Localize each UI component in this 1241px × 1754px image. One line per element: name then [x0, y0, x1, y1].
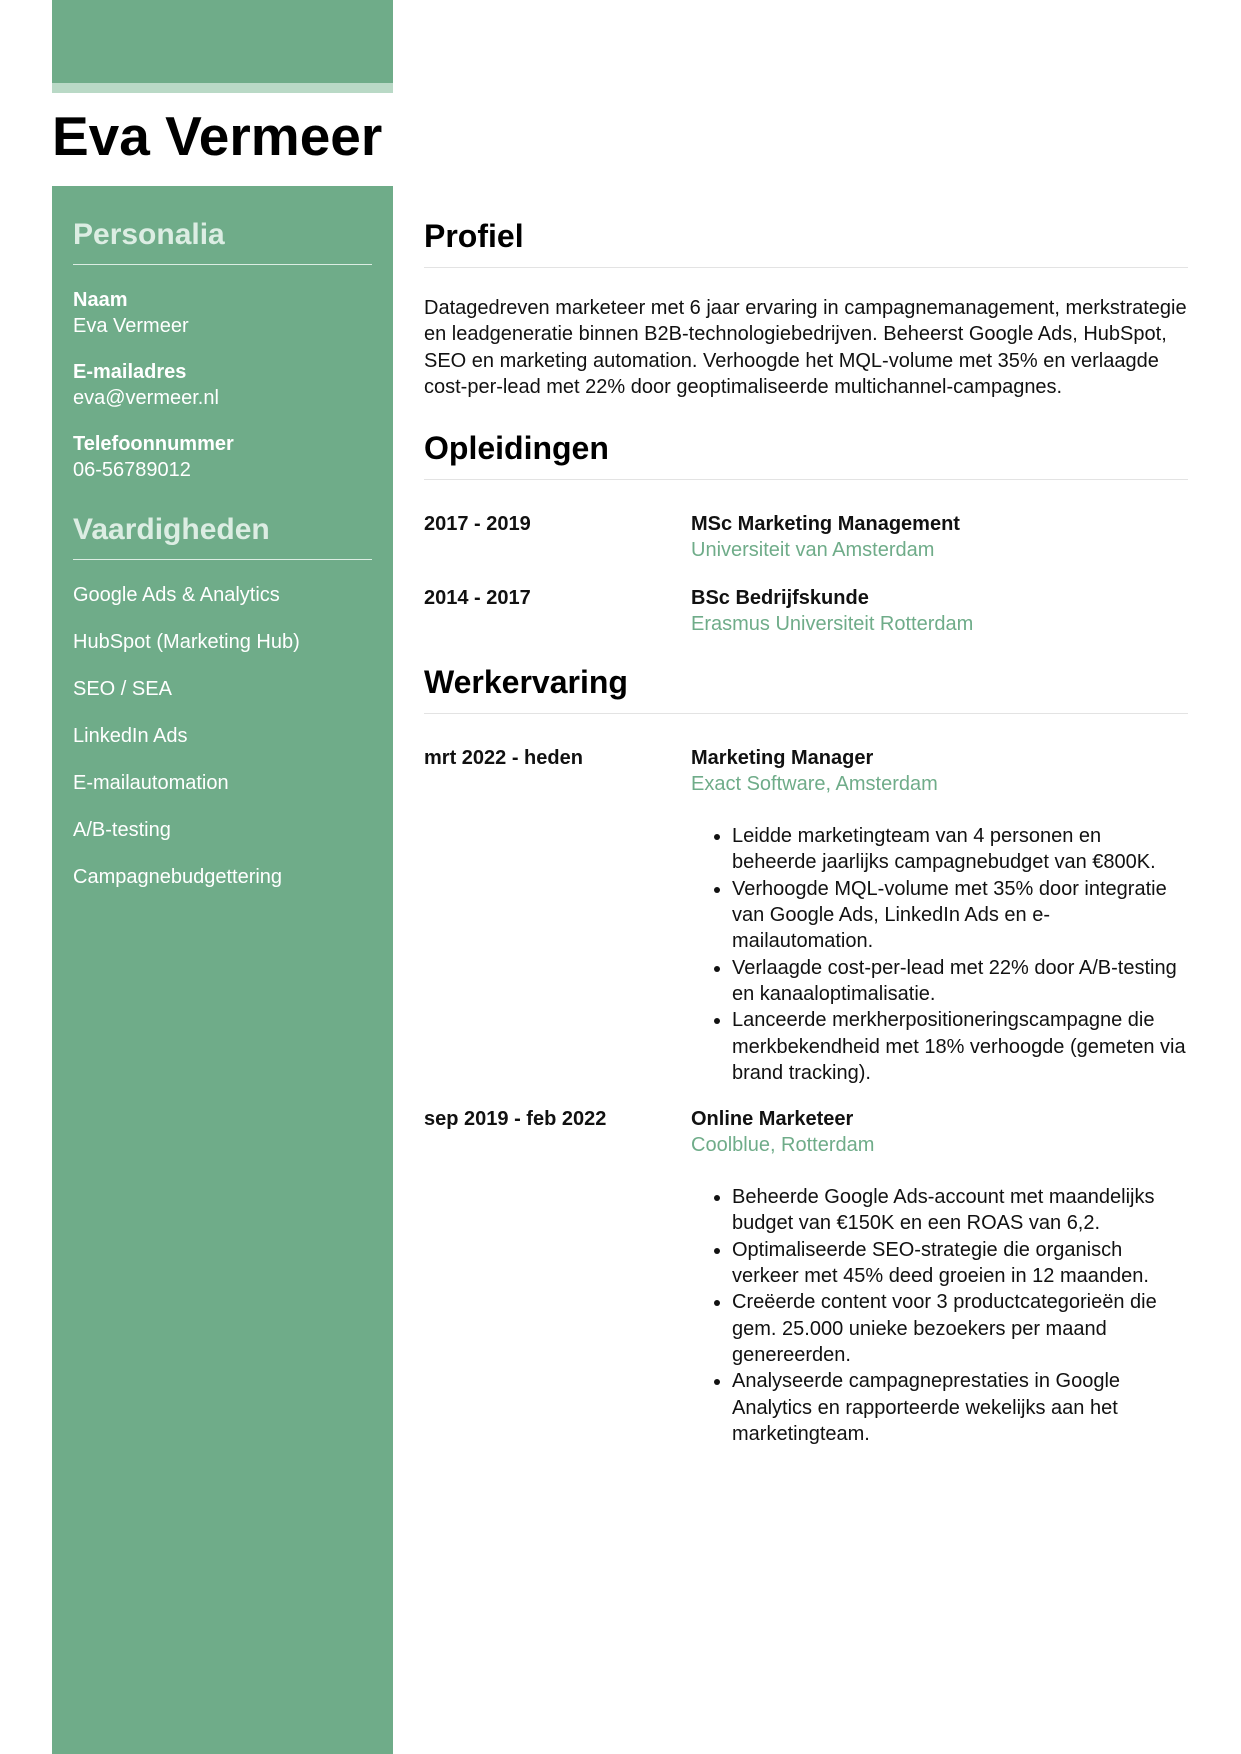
- name-value: Eva Vermeer: [73, 315, 189, 337]
- skill-item: Google Ads & Analytics: [73, 584, 280, 606]
- education-section: [424, 430, 1188, 637]
- experience-period: mrt 2022 - heden: [424, 747, 583, 770]
- skills-heading: Vaardigheden: [73, 513, 372, 560]
- phone-value: 06-56789012: [73, 459, 191, 481]
- skills-list: [73, 582, 372, 890]
- experience-period: sep 2019 - feb 2022: [424, 1108, 607, 1131]
- experience-entry: [424, 745, 1188, 1086]
- skill-item: Campagnebudgettering: [73, 866, 283, 888]
- main-content: [424, 186, 1188, 1447]
- achievement-item: • Optimaliseerde SEO-strategie die organisch verkeer met 45% deed groeien in 12 maanden.: [732, 1237, 1188, 1290]
- profile-heading: Profiel: [424, 218, 1188, 268]
- phone-field: [73, 431, 372, 483]
- education-institution: Erasmus Universiteit Rotterdam: [691, 613, 974, 636]
- achievement-item: • Beheerde Google Ads-account met maandelijks budget van €150K en een ROAS van 6,2.: [732, 1184, 1188, 1237]
- education-list: [424, 511, 1188, 637]
- sidebar: [52, 186, 393, 1754]
- experience-heading: Werkervaring: [424, 664, 1188, 714]
- name-label: Naam: [73, 289, 128, 311]
- job-title: Online Marketeer: [691, 1108, 854, 1131]
- company-name: Coolblue, Rotterdam: [691, 1134, 875, 1157]
- education-period: 2014 - 2017: [424, 587, 531, 610]
- education-entry: [424, 585, 1188, 637]
- skill-item: E-mailautomation: [73, 772, 229, 794]
- education-title: BSc Bedrijfskunde: [691, 587, 869, 610]
- achievement-item: • Verlaagde cost-per-lead met 22% door A/B-testing en kanaaloptimalisatie.: [732, 955, 1188, 1008]
- personalia-heading: Personalia: [73, 218, 372, 265]
- header-accent-stripe: [52, 83, 393, 93]
- achievement-item: • Leidde marketingteam van 4 personen en beheerde jaarlijks campagnebudget van €800K.: [732, 823, 1188, 876]
- email-value: eva@vermeer.nl: [73, 387, 219, 409]
- experience-section: [424, 664, 1188, 1447]
- skill-item: SEO / SEA: [73, 678, 172, 700]
- skill-item: A/B-testing: [73, 819, 171, 841]
- job-title: Marketing Manager: [691, 747, 874, 770]
- profile-text: Datagedreven marketeer met 6 jaar ervaring in campagnemanagement, merkstrategie en leadgeneratie binnen B2B-technologiebedrijven. Beheerst Google Ads, HubSpot, SEO en marketing automation. Verhoogde het MQL-volume met 35% en verlaagde cost-per-lead met 22% door geoptimaliseerde multichannel-campagnes.: [424, 297, 1187, 398]
- name-field: [73, 287, 372, 339]
- education-period: 2017 - 2019: [424, 513, 531, 536]
- header-color-band: [52, 0, 393, 83]
- experience-list: [424, 745, 1188, 1447]
- education-heading: Opleidingen: [424, 430, 1188, 480]
- achievement-item: • Analyseerde campagneprestaties in Google Analytics en rapporteerde wekelijks aan het marketingteam.: [732, 1368, 1188, 1447]
- skill-item: HubSpot (Marketing Hub): [73, 631, 300, 653]
- achievement-item: • Verhoogde MQL-volume met 35% door integratie van Google Ads, LinkedIn Ads en e-mailautomation.: [732, 876, 1188, 955]
- profile-section: [424, 218, 1188, 400]
- skill-item: LinkedIn Ads: [73, 725, 188, 747]
- company-name: Exact Software, Amsterdam: [691, 773, 938, 796]
- phone-label: Telefoonnummer: [73, 433, 234, 455]
- education-entry: [424, 511, 1188, 563]
- education-institution: Universiteit van Amsterdam: [691, 539, 935, 562]
- experience-entry: [424, 1106, 1188, 1447]
- candidate-name: Eva Vermeer: [52, 105, 383, 167]
- achievement-list: [691, 823, 1188, 1086]
- achievement-item: • Creëerde content voor 3 productcategorieën die gem. 25.000 unieke bezoekers per maand genereerden.: [732, 1289, 1188, 1368]
- achievement-item: • Lanceerde merkherpositioneringscampagne die merkbekendheid met 18% verhoogde (gemeten via brand tracking).: [732, 1007, 1188, 1086]
- email-field: [73, 359, 372, 411]
- education-title: MSc Marketing Management: [691, 513, 960, 536]
- achievement-list: [691, 1184, 1188, 1447]
- email-label: E-mailadres: [73, 361, 187, 383]
